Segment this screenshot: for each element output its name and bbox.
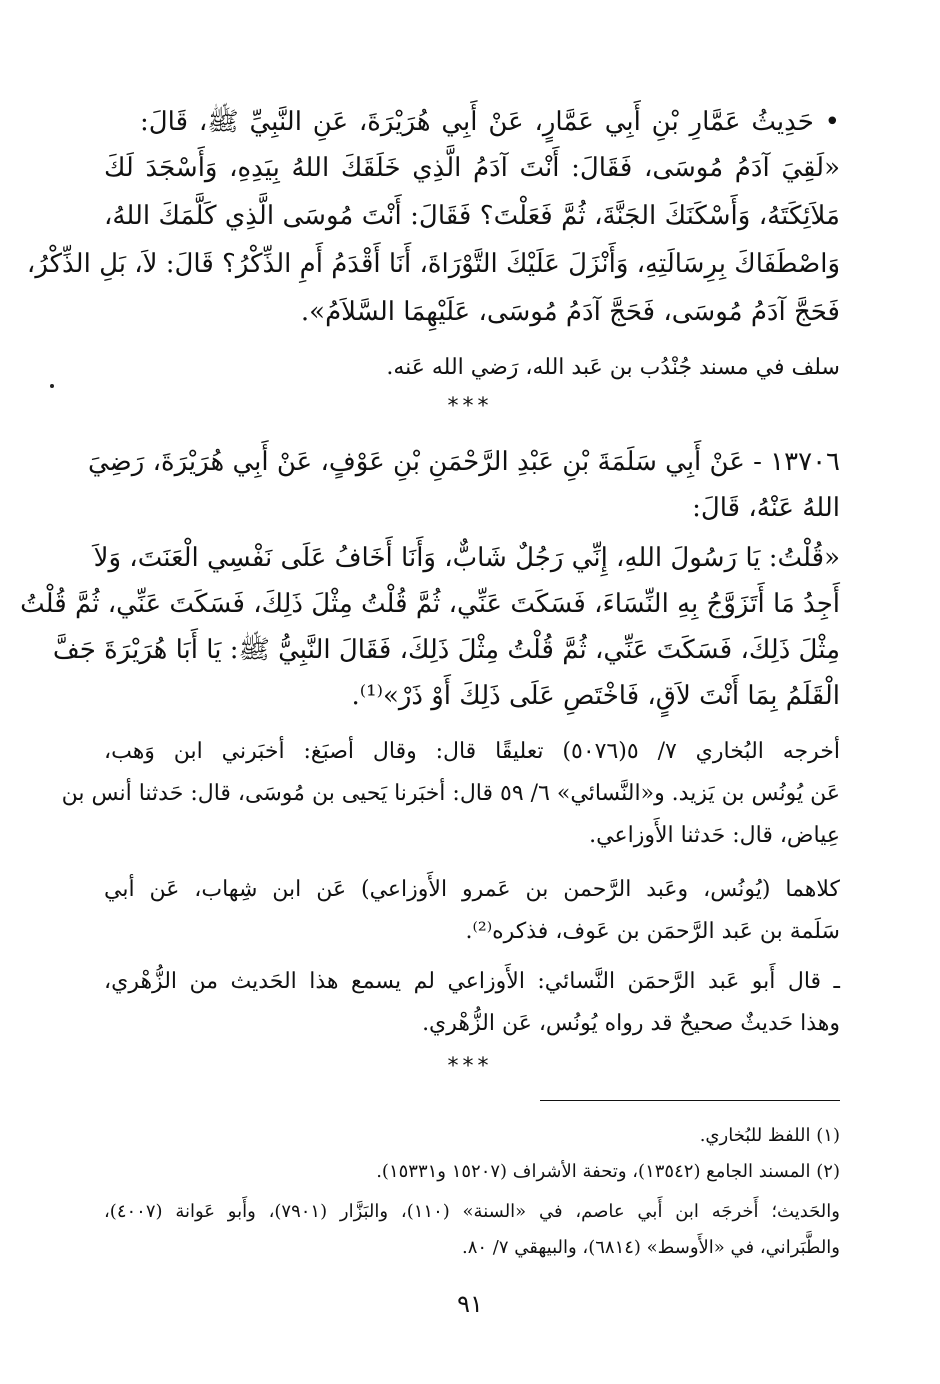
entry-1-note: سلف في مسند جُنْدُب بن عَبد الله، رَضي الله عَنه. — [386, 355, 840, 380]
takhrij-line: أخرجه البُخاري ٧/ ٥(٥٠٧٦) تعليقًا قال: وقال أصبَغ: أخبَرني ابن وَهب، — [104, 739, 840, 764]
entry-2-chain-block — [104, 870, 840, 958]
entry-2-takhrij-block — [61, 732, 840, 862]
page-number: ٩١ — [457, 1290, 483, 1318]
footnote-line: (١) اللفظ للبُخاري. — [699, 1125, 840, 1146]
entry-2-text-line: «قُلْتُ: يَا رَسُولَ اللهِ، إِنِّي رَجُلٌ شَابٌّ، وَأَنَا أَخَافُ عَلَى نَفْسِي الْعَنَتَ، وَلاَ — [93, 543, 840, 573]
takhrij-line: عَن يُونُس بن يَزيد. و«النَّسائي» ٦/ ٥٩ قال: أخبَرنا يَحيى بن مُوسَى، قال: حَدثنا أنس بن — [61, 781, 840, 806]
entry-2-text-block — [20, 536, 840, 726]
entry-1-text-line: مَلاَئِكَتَهُ، وَأَسْكَنَكَ الجَنَّةَ، ثُمَّ فَعَلْتَ؟ فَقَالَ: أَنْتَ مُوسَى الَّذِي كَلَّمَكَ اللهُ، — [104, 201, 840, 231]
chain-line: كلاهما (يُونُس، وعَبد الرَّحمن بن عَمرو الأَوزاعي) عَن ابن شِهاب، عَن أبي — [104, 877, 840, 902]
scan-speck — [50, 384, 54, 388]
footnotes — [104, 1118, 840, 1278]
entry-2-comment-block — [104, 962, 840, 1050]
entry-2-text-line: أَجِدُ مَا أَتَزَوَّجُ بِهِ النِّسَاءَ، فَسَكَتَ عَنِّي، ثُمَّ قُلْتُ مِثْلَ ذَلِكَ، فَسَكَتَ عَنِّي، ثُمَّ قُلْتُ — [20, 589, 840, 619]
comment-line: وهذا حَديثٌ صحيحٌ قد رواه يُونُس، عَن الزُّهْري. — [422, 1011, 840, 1036]
entry-2-heading-block — [88, 440, 840, 536]
entry-1-note-block — [104, 348, 840, 388]
entry-1-text-line: فَحَجَّ آدَمُ مُوسَى، فَحَجَّ آدَمُ مُوسَى، عَلَيْهِمَا السَّلاَمُ». — [300, 297, 840, 327]
entry-2-text-line: مِثْلَ ذَلِكَ، فَسَكَتَ عَنِّي، ثُمَّ قُلْتُ مِثْلَ ذَلِكَ، فَقَالَ النَّبِيُّ ﷺ: يَا أَبَا هُرَيْرَةَ جَفَّ — [52, 635, 840, 665]
footnote-line: والطَّبَراني، في «الأَوسط» (٦٨١٤)، والبيهقي ٧/ ٨٠. — [461, 1237, 840, 1258]
comment-line: ـ قال أَبو عَبد الرَّحمَن النَّسائي: الأَوزاعي لم يسمع هذا الحَديث من الزُّهْري، — [104, 969, 840, 994]
entry-1-text-line: «لَقِيَ آدَمُ مُوسَى، فَقَالَ: أَنْتَ آدَمُ الَّذِي خَلَقَكَ اللهُ بِيَدِهِ، وَأَسْجَدَ لَكَ — [104, 153, 840, 183]
footnote-line: والحَديث؛ أَخرجَه ابن أَبي عاصم، في «السنة» (١١٠)، والبَزَّار (٧٩٠١)، وأَبو عَوانة (٤٠٠٧)، — [104, 1201, 840, 1222]
entry-2-text-line: الْقَلَمُ بِمَا أَنْتَ لاَقٍ، فَاخْتَصِ عَلَى ذَلِكَ أَوْ ذَرْ»⁽¹⁾. — [351, 681, 840, 711]
entry-1 — [26, 100, 840, 340]
entry-2-heading: ١٣٧٠٦ - عَنْ أَبِي سَلَمَةَ بْنِ عَبْدِ الرَّحْمَنِ بْنِ عَوْفٍ، عَنْ أَبِي هُرَيْرَةَ، رَضِيَ — [88, 447, 840, 477]
entry-1-text-line: وَاصْطَفَاكَ بِرِسَالَتِهِ، وَأَنْزَلَ عَلَيْكَ التَّوْرَاةَ، أَنَا أَقْدَمُ أَمِ الذِّكْرُ؟ قَالَ: لاَ، بَلِ الذِّكْرُ، — [26, 249, 840, 279]
footnote-line: (٢) المسند الجامع (١٣٥٤٢)، وتحفة الأشراف (١٥٢٠٧ و١٥٣٣١). — [376, 1161, 840, 1182]
entry-2-heading: اللهُ عَنْهُ، قَالَ: — [692, 493, 840, 523]
separator-stars: *** — [447, 1054, 493, 1079]
entry-1-heading: • حَدِيثُ عَمَّارِ بْنِ أَبِي عَمَّارٍ، عَنْ أَبِي هُرَيْرَةَ، عَنِ النَّبِيِّ ﷺ، قَالَ: — [140, 107, 840, 137]
chain-line: سَلَمة بن عَبد الرَّحمَن بن عَوف، فذكره⁽²⁾. — [465, 919, 840, 944]
footnote-divider — [540, 1100, 840, 1101]
takhrij-line: عِياض، قال: حَدثنا الأَوزاعي. — [589, 823, 840, 848]
separator-stars: *** — [447, 394, 493, 419]
